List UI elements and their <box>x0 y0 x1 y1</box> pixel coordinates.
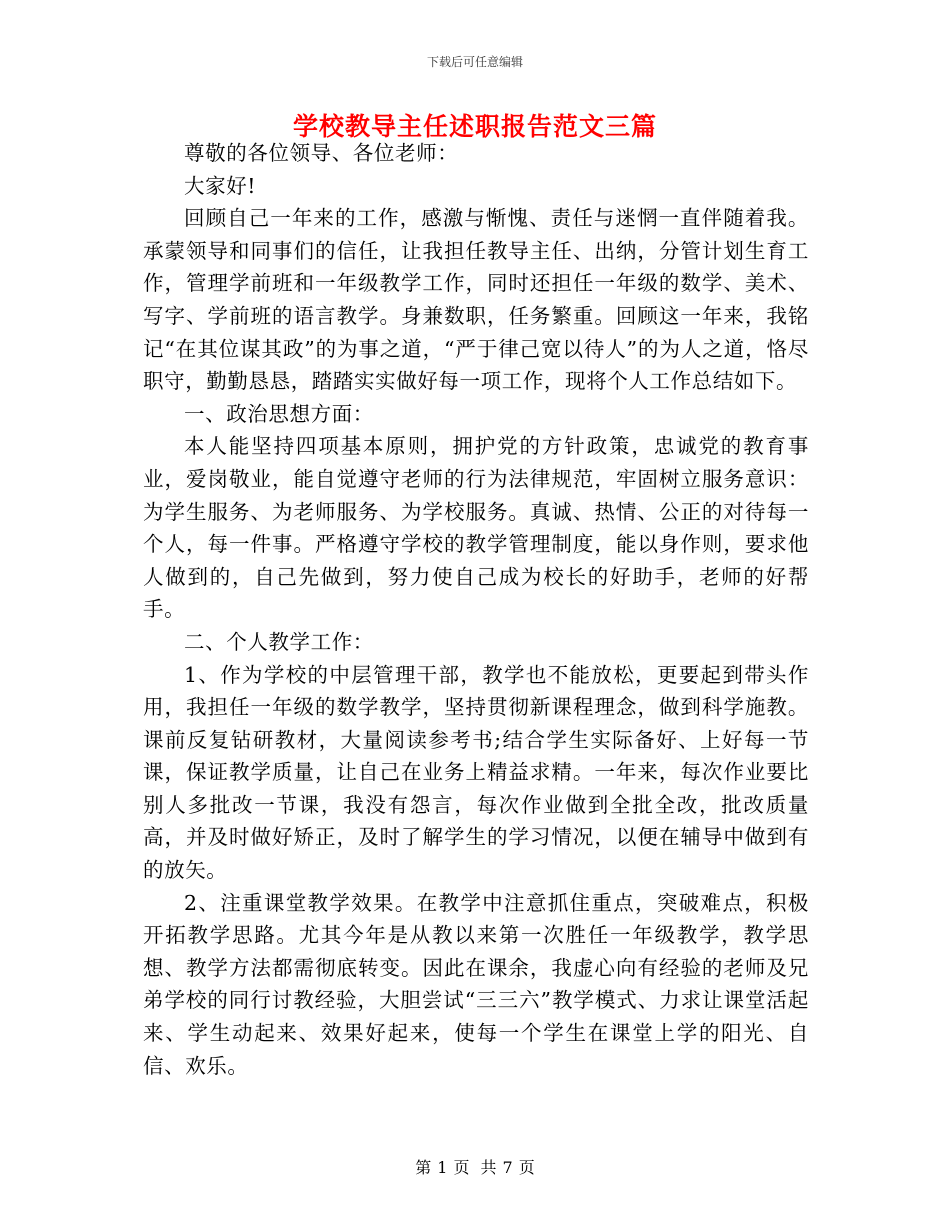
footer-total-pages: 7 <box>502 1158 513 1177</box>
paragraph-political: 本人能坚持四项基本原则，拥护党的方针政策，忠诚党的教育事业，爱岗敬业，能自觉遵守老师的行为法律规范，牢固树立服务意识：为学生服务、为老师服务、为学校服务。真诚、热情、公正的对待每一个人，每一件事。严格遵守学校的教学管理制度，能以身作则，要求他人做到的，自己先做到，努力使自己成为校长的好助手，老师的好帮手。 <box>143 434 809 622</box>
page-header-note: 下载后可任意编辑 <box>426 55 523 69</box>
footer-prefix: 第 <box>415 1158 432 1177</box>
page-footer <box>0 1155 950 1178</box>
footer-page-number: 1 <box>437 1158 448 1177</box>
section-heading-teaching: 二、个人教学工作： <box>184 629 374 654</box>
footer-suffix: 页 <box>518 1158 535 1177</box>
footer-middle: 页 共 <box>453 1158 497 1177</box>
document-title: 学校教导主任述职报告范文三篇 <box>292 112 657 141</box>
document-body <box>143 137 809 1082</box>
paragraph-teaching-2: 2、注重课堂教学效果。在教学中注意抓住重点，突破难点，积极开拓教学思路。尤其今年是从教以来第一次胜任一年级教学，教学思想、教学方法都需彻底转变。因此在课余，我虚心向有经验的老师及兄弟学校的同行讨教经验，大胆尝试“三三六”教学模式、力求让课堂活起来、学生动起来、效果好起来，使每一个学生在课堂上学的阳光、自信、欢乐。 <box>143 890 809 1078</box>
paragraph-salutation: 尊敬的各位领导、各位老师： <box>184 141 459 165</box>
paragraph-teaching-1: 1、作为学校的中层管理干部，教学也不能放松，更要起到带头作用，我担任一年级的数学教学，坚持贯彻新课程理念，做到科学施教。课前反复钻研教材，大量阅读参考书;结合学生实际备好、上好每一节课，保证教学质量，让自己在业务上精益求精。一年来，每次作业要比别人多批改一节课，我没有怨言，每次作业做到全批全改，批改质量高，并及时做好矫正，及时了解学生的学习情况，以便在辅导中做到有的放矢。 <box>143 662 809 883</box>
paragraph-intro: 回顾自己一年来的工作，感激与惭愧、责任与迷惘一直伴随着我。承蒙领导和同事们的信任，让我担任教导主任、出纳，分管计划生育工作，管理学前班和一年级教学工作，同时还担任一年级的数学、美术、写字、学前班的语言教学。身兼数职，任务繁重。回顾这一年来，我铭记“在其位谋其政”的为事之道，“严于律己宽以待人”的为人之道，恪尽职守，勤勤恳恳，踏踏实实做好每一项工作，现将个人工作总结如下。 <box>143 206 809 394</box>
section-heading-political: 一、政治思想方面： <box>184 401 374 426</box>
paragraph-greeting: 大家好! <box>184 173 257 198</box>
